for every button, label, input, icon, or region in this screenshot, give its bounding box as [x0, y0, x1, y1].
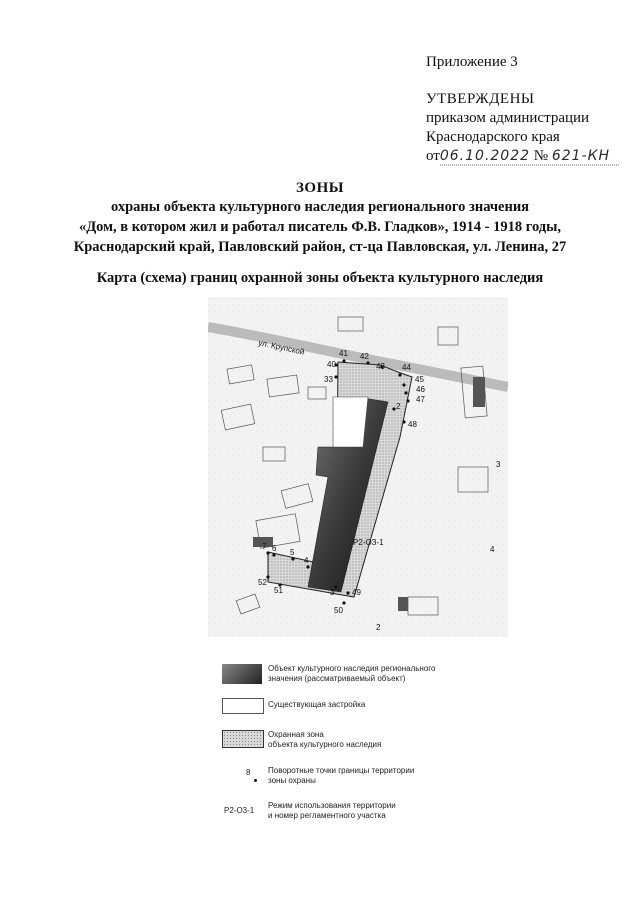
svg-text:44: 44 — [402, 363, 411, 372]
existing-building-block — [333, 397, 368, 447]
zone-map-canvas — [208, 297, 508, 637]
legend-regime-code: Р2-О3-1 — [224, 806, 255, 815]
svg-text:47: 47 — [416, 395, 425, 404]
legend-regime-line-1: Режим использования территории — [268, 801, 396, 810]
handwritten-date: 06.10.2022 — [439, 148, 531, 164]
map-heading: Карта (схема) границ охранной зоны объекта культурного наследия — [96, 270, 544, 286]
legend-heritage-line-1: Объект культурного наследия регионального — [268, 664, 436, 673]
svg-text:52: 52 — [258, 578, 267, 587]
title-line-3: Краснодарский край, Павловский район, ст-ца Павловская, ул. Ленина, 27 — [73, 239, 567, 255]
approved-date-line — [426, 147, 610, 167]
legend-buildings-swatch — [222, 698, 264, 714]
svg-text:43: 43 — [376, 362, 385, 371]
approved-title: УТВЕРЖДЕНЫ — [426, 91, 535, 107]
svg-text:46: 46 — [416, 385, 425, 394]
document-title-block — [0, 180, 640, 257]
document-title: ЗОНЫ — [296, 180, 344, 196]
appendix-label: Приложение 3 — [426, 54, 518, 70]
date-underline — [440, 163, 620, 167]
legend-heritage-line-2: значения (рассматриваемый объект) — [268, 674, 406, 683]
legend-points-label — [268, 766, 414, 786]
svg-text:49: 49 — [352, 588, 361, 597]
legend-heritage-label — [268, 664, 435, 684]
legend-zone-label — [268, 730, 381, 750]
legend-point-dot — [254, 779, 257, 782]
svg-text:5: 5 — [290, 548, 295, 557]
legend-regime-label — [268, 801, 396, 821]
handwritten-number: 621-КН — [551, 148, 611, 164]
svg-text:2: 2 — [396, 402, 401, 411]
approved-line-2: Краснодарского края — [426, 129, 560, 145]
title-line-2: «Дом, в котором жил и работал писатель Ф.В. Гладков», 1914 - 1918 годы, — [78, 219, 562, 235]
svg-text:42: 42 — [360, 352, 369, 361]
svg-text:3: 3 — [330, 588, 335, 597]
approved-line-1: приказом администрации — [426, 110, 590, 126]
legend-point-number: 8 — [246, 768, 251, 777]
legend-points-line-2: зоны охраны — [268, 776, 316, 785]
svg-text:41: 41 — [339, 349, 348, 358]
parcel-label: 2 — [376, 623, 381, 632]
svg-text:50: 50 — [334, 606, 343, 615]
svg-text:40: 40 — [327, 360, 336, 369]
svg-text:33: 33 — [324, 375, 333, 384]
legend-zone-line-2: объекта культурного наследия — [268, 740, 382, 749]
svg-text:7: 7 — [262, 542, 267, 551]
date-prefix: от — [426, 148, 440, 164]
svg-text:6: 6 — [272, 544, 277, 553]
svg-text:51: 51 — [274, 586, 283, 595]
parcel-label: 4 — [490, 545, 495, 554]
legend-zone-swatch — [222, 730, 264, 748]
zone-map — [208, 297, 508, 637]
legend-zone-line-1: Охранная зона — [268, 730, 324, 739]
legend-regime-line-2: и номер регламентного участка — [268, 811, 386, 820]
svg-text:45: 45 — [415, 375, 424, 384]
approval-block — [426, 90, 610, 167]
title-line-1: охраны объекта культурного наследия регионального значения — [110, 199, 530, 215]
parcel-label: 3 — [496, 460, 501, 469]
svg-text:48: 48 — [408, 420, 417, 429]
legend-heritage-swatch — [222, 664, 262, 684]
legend-points-line-1: Поворотные точки границы территории — [268, 766, 415, 775]
legend-buildings-label: Существующая застройка — [268, 700, 366, 709]
zone-code-label: Р2-ОЗ-1 — [353, 538, 384, 547]
number-prefix: № — [533, 148, 549, 164]
svg-text:4: 4 — [304, 556, 309, 565]
svg-text:ул. Крупской: ул. Крупской — [257, 338, 306, 357]
